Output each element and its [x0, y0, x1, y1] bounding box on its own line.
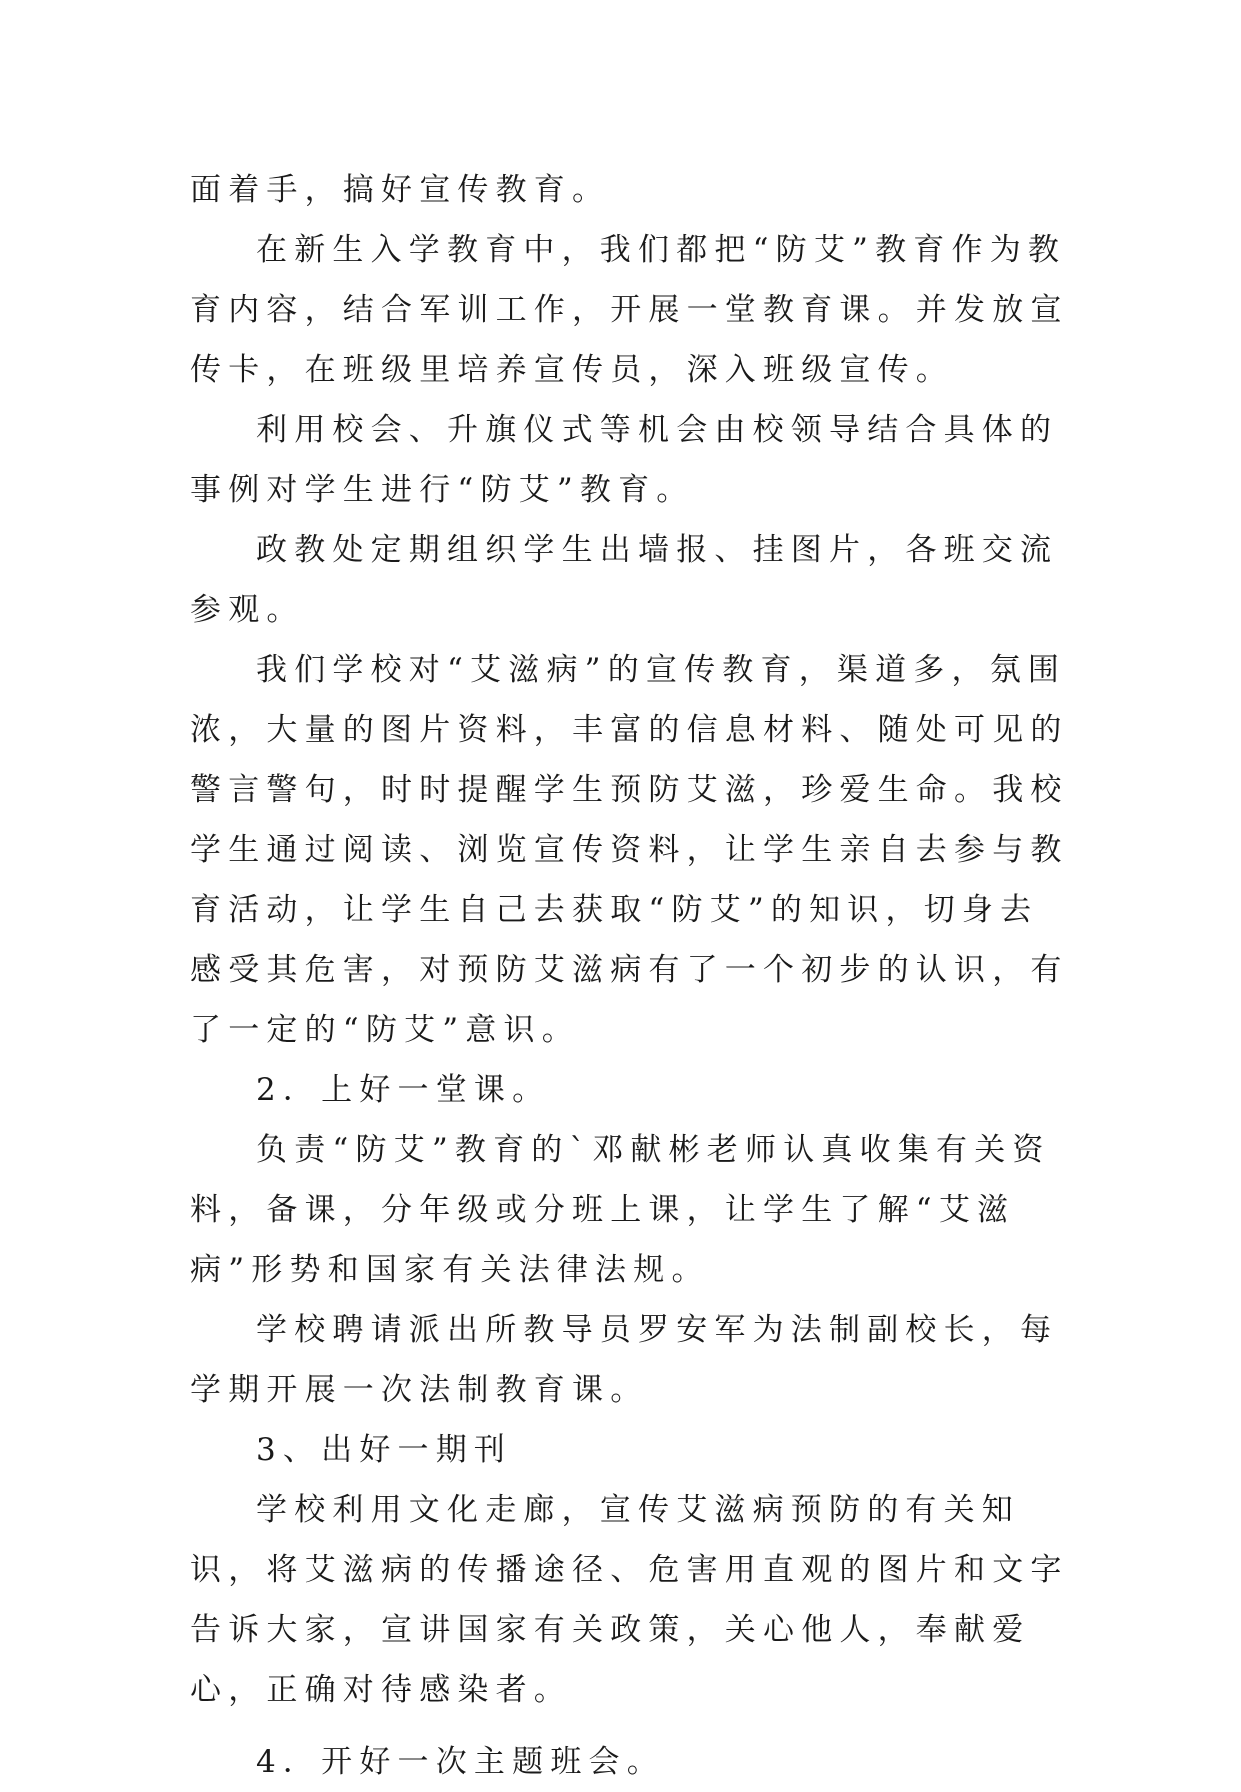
- document-body: [190, 160, 1070, 1792]
- section-heading-publication: 3、出好一期刊: [256, 1432, 513, 1468]
- paragraph-legal-vice-principal: 学校聘请派出所教导员罗安军为法制副校长，每学期开展一次法制教育课。: [190, 1312, 1059, 1408]
- paragraph-culture-corridor: 学校利用文化走廊，宣传艾滋病预防的有关知识，将艾滋病的传播途径、危害用直观的图片和文字告诉大家，宣讲国家有关政策，关心他人，奉献爱心，正确对待感染者。: [190, 1492, 1069, 1708]
- paragraph-publicity-channels: 我们学校对“艾滋病”的宣传教育，渠道多，氛围浓，大量的图片资料，丰富的信息材料、随处可见的警言警句，时时提醒学生预防艾滋，珍爱生命。我校学生通过阅读、浏览宣传资料，让学生亲自去参与教育活动，让学生自己去获取“防艾”的知识，切身去感受其危害，对预防艾滋病有了一个初步的认识，有了一定的“防艾”意识。: [190, 652, 1069, 1048]
- paragraph-school-assembly: 利用校会、升旗仪式等机会由校领导结合具体的事例对学生进行“防艾”教育。: [190, 412, 1059, 508]
- section-heading-lesson: 2．上好一堂课。: [256, 1072, 551, 1108]
- paragraph-teacher-lesson: 负责“防艾”教育的`邓献彬老师认真收集有关资料，备课，分年级或分班上课，让学生了解“艾滋病”形势和国家有关法律法规。: [190, 1132, 1051, 1288]
- paragraph-wall-newspaper: 政教处定期组织学生出墙报、挂图片，各班交流参观。: [190, 532, 1059, 628]
- paragraph-freshman-education: 在新生入学教育中，我们都把“防艾”教育作为教育内容，结合军训工作，开展一堂教育课。并发放宣传卡，在班级里培养宣传员，深入班级宣传。: [190, 232, 1069, 388]
- paragraph-continuation: 面着手，搞好宣传教育。: [190, 172, 611, 208]
- section-heading-class-meeting: 4．开好一次主题班会。: [256, 1744, 665, 1780]
